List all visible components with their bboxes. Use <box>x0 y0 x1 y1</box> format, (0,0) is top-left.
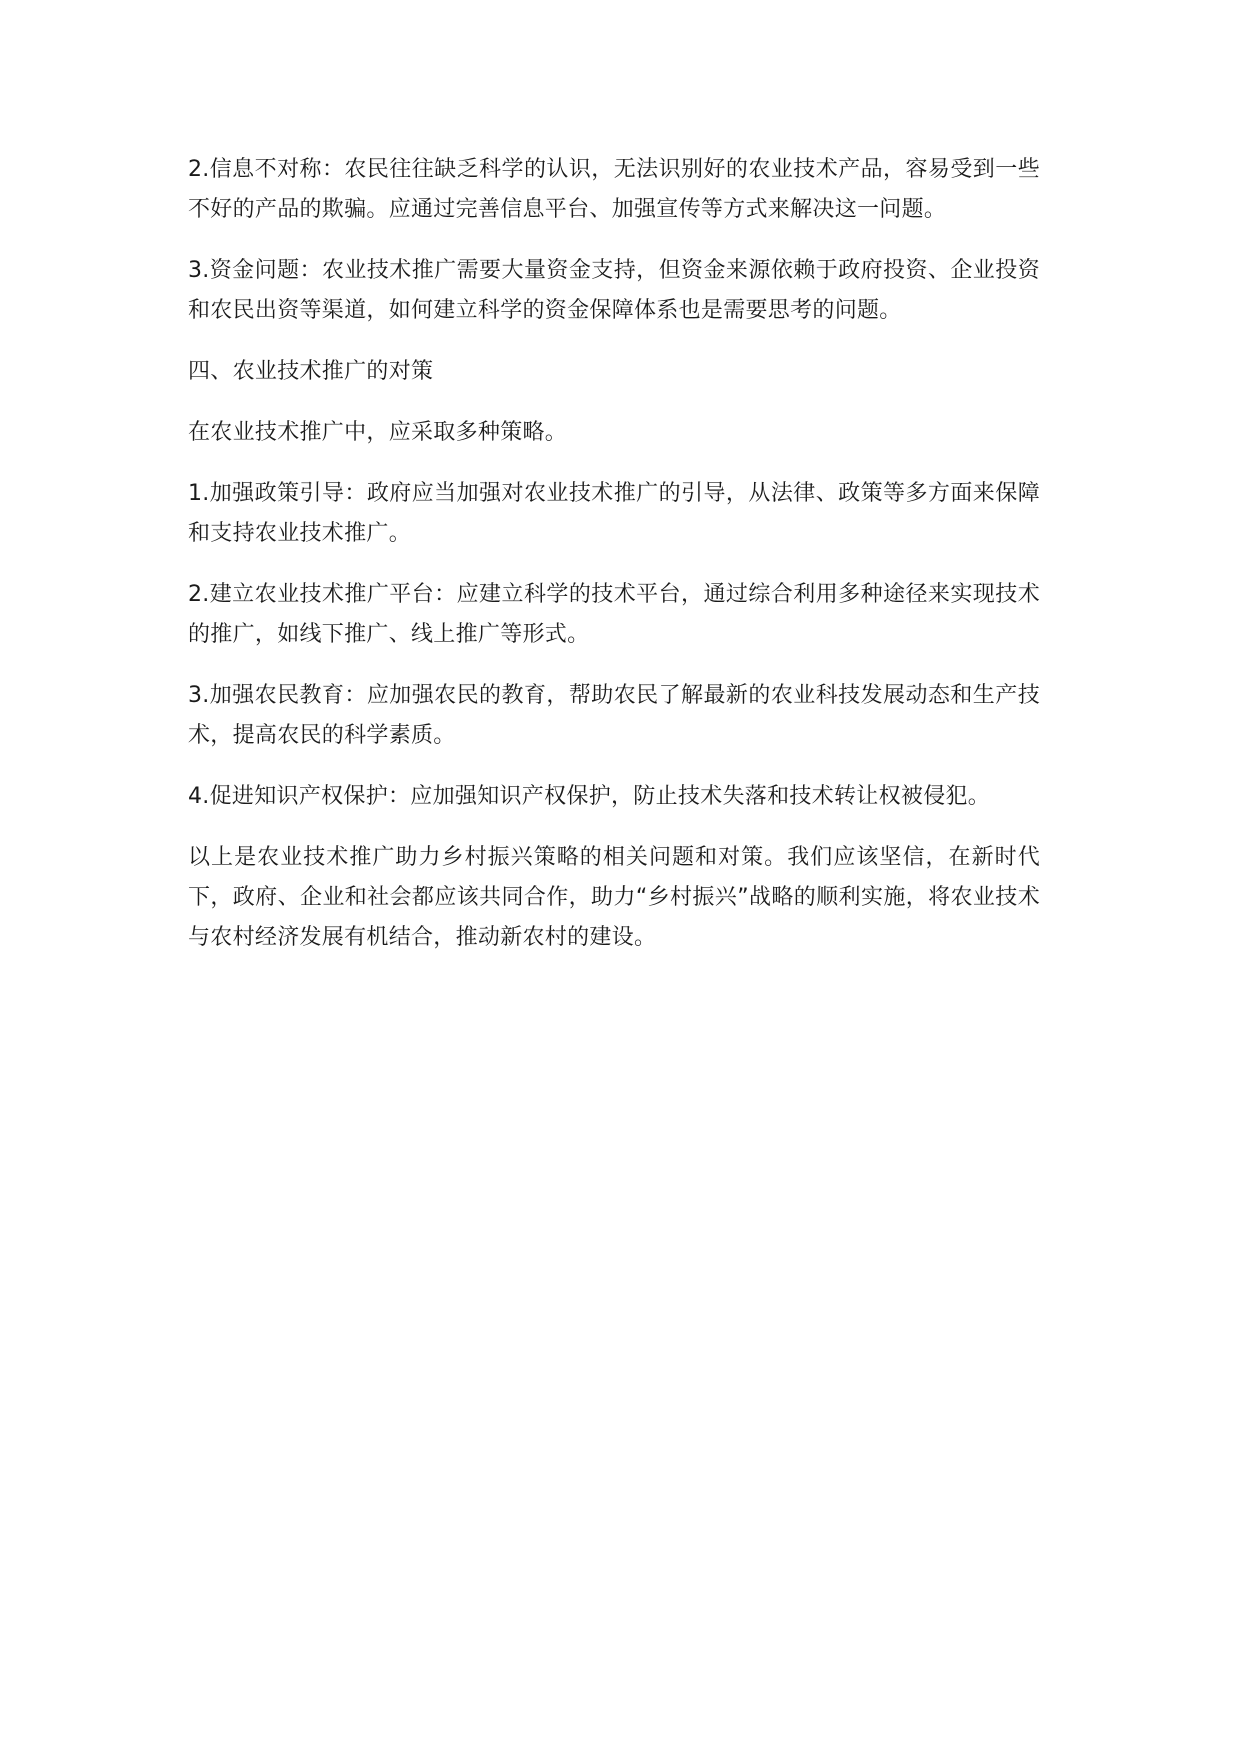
paragraph-platform: 2.建立农业技术推广平台：应建立科学的技术平台，通过综合利用多种途径来实现技术的推广，如线下推广、线上推广等形式。 <box>188 582 1040 647</box>
paragraph-info-asymmetry: 2.信息不对称：农民往往缺乏科学的认识，无法识别好的农业技术产品，容易受到一些不好的产品的欺骗。应通过完善信息平台、加强宣传等方式来解决这一问题。 <box>188 157 1040 222</box>
paragraph-strategy-intro: 在农业技术推广中，应采取多种策略。 <box>188 420 568 445</box>
paragraph-ip-protection: 4.促进知识产权保护：应加强知识产权保护，防止技术失落和技术转让权被侵犯。 <box>188 784 991 809</box>
document-body <box>188 150 1040 979</box>
paragraph-conclusion: 以上是农业技术推广助力乡村振兴策略的相关问题和对策。我们应该坚信，在新时代下，政府、企业和社会都应该共同合作，助力“乡村振兴”战略的顺利实施，将农业技术与农村经济发展有机结合，推动新农村的建设。 <box>188 845 1040 950</box>
paragraph-farmer-education: 3.加强农民教育：应加强农民的教育，帮助农民了解最新的农业科技发展动态和生产技术，提高农民的科学素质。 <box>188 683 1040 748</box>
paragraph-funding-problem: 3.资金问题：农业技术推广需要大量资金支持，但资金来源依赖于政府投资、企业投资和农民出资等渠道，如何建立科学的资金保障体系也是需要思考的问题。 <box>188 258 1040 323</box>
section-heading-countermeasures: 四、农业技术推广的对策 <box>188 359 434 384</box>
paragraph-policy-guidance: 1.加强政策引导：政府应当加强对农业技术推广的引导，从法律、政策等多方面来保障和支持农业技术推广。 <box>188 481 1040 546</box>
